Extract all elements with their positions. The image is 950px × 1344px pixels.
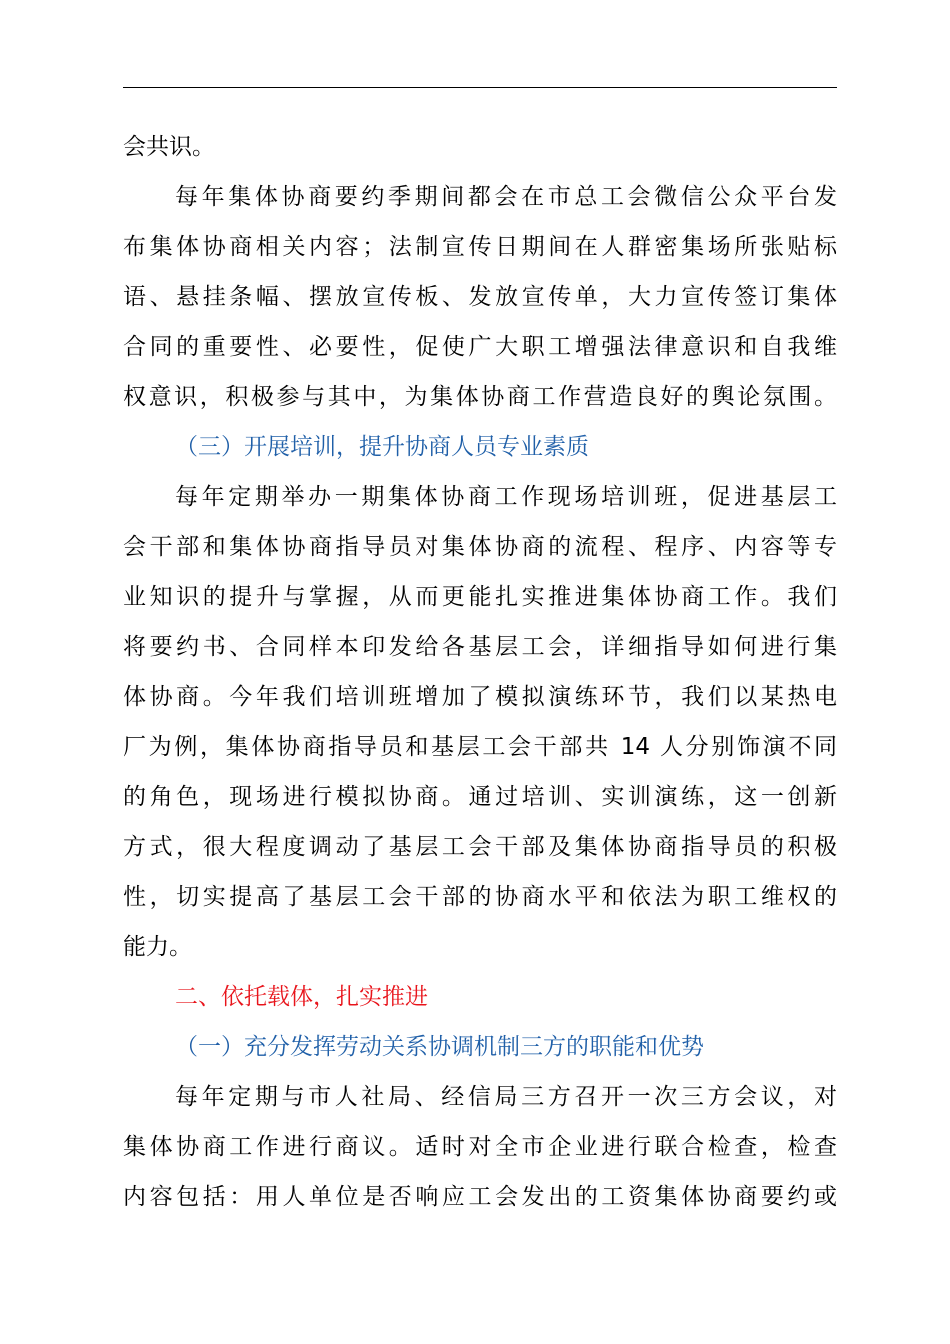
section-heading: （一）充分发挥劳动关系协调机制三方的职能和优势: [175, 1034, 704, 1060]
paragraph-line: 能力。: [123, 934, 192, 960]
paragraph-line: 会干部和集体协商指导员对集体协商的流程、程序、内容等专: [123, 534, 837, 560]
paragraph-line: 每年定期举办一期集体协商工作现场培训班，促进基层工: [175, 484, 837, 510]
paragraph-line: 内容包括：用人单位是否响应工会发出的工资集体协商要约或: [123, 1184, 837, 1210]
paragraph-line: 厂为例，集体协商指导员和基层工会干部共 14 人分别饰演不同: [123, 734, 837, 760]
paragraph-line: 合同的重要性、必要性，促使广大职工增强法律意识和自我维: [123, 334, 837, 360]
section-heading: （三）开展培训，提升协商人员专业素质: [175, 434, 589, 460]
paragraph-line: 每年定期与市人社局、经信局三方召开一次三方会议，对: [175, 1084, 837, 1110]
paragraph-line: 体协商。今年我们培训班增加了模拟演练环节，我们以某热电: [123, 684, 837, 710]
header-rule: [123, 87, 837, 88]
paragraph-line: 性，切实提高了基层工会干部的协商水平和依法为职工维权的: [123, 884, 837, 910]
paragraph-line: 语、悬挂条幅、摆放宣传板、发放宣传单，大力宣传签订集体: [123, 284, 837, 310]
paragraph-line: 每年集体协商要约季期间都会在市总工会微信公众平台发: [175, 184, 837, 210]
paragraph-line: 权意识，积极参与其中，为集体协商工作营造良好的舆论氛围。: [123, 384, 837, 410]
paragraph-line: 集体协商工作进行商议。适时对全市企业进行联合检查，检查: [123, 1134, 837, 1160]
chapter-heading: 二、依托载体，扎实推进: [175, 984, 428, 1010]
paragraph-line: 会共识。: [123, 134, 215, 160]
paragraph-line: 业知识的提升与掌握，从而更能扎实推进集体协商工作。我们: [123, 584, 837, 610]
paragraph-line: 布集体协商相关内容；法制宣传日期间在人群密集场所张贴标: [123, 234, 837, 260]
paragraph-line: 的角色，现场进行模拟协商。通过培训、实训演练，这一创新: [123, 784, 837, 810]
paragraph-line: 将要约书、合同样本印发给各基层工会，详细指导如何进行集: [123, 634, 837, 660]
paragraph-line: 方式，很大程度调动了基层工会干部及集体协商指导员的积极: [123, 834, 837, 860]
